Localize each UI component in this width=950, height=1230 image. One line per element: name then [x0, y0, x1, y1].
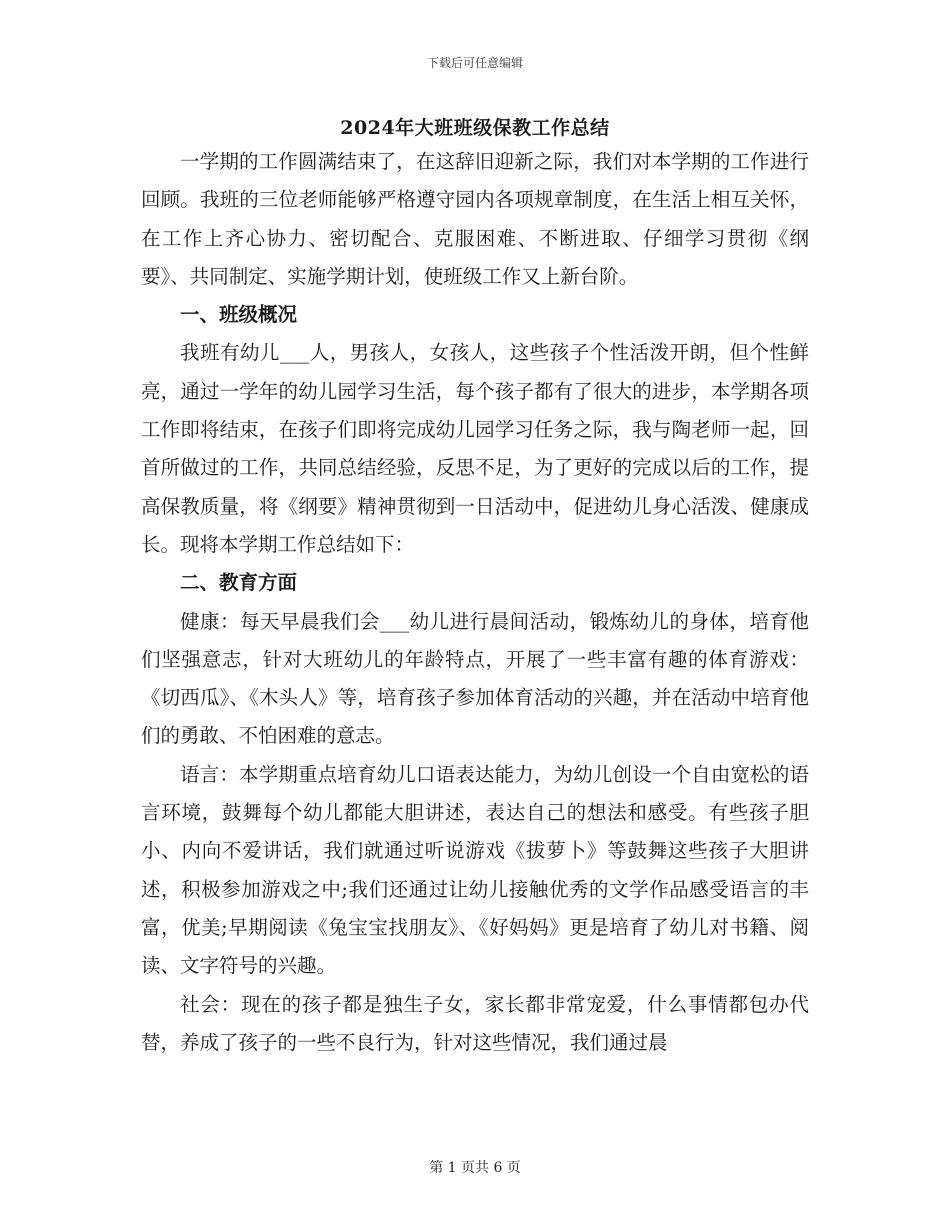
paragraph-language: 语言：本学期重点培育幼儿口语表达能力，为幼儿创设一个自由宽松的语言环境，鼓舞每个幼儿都能大胆讲述，表达自己的想法和感受。有些孩子胆小、内向不爱讲话，我们就通过听说游戏《拔萝卜》等鼓舞这些孩子大胆讲述，积极参加游戏之中;我们还通过让幼儿接触优秀的文学作品感受语言的丰富，优美;早期阅读《兔宝宝找朋友》、《好妈妈》更是培育了幼儿对书籍、阅读、文字符号的兴趣。 — [141, 762, 809, 978]
paragraph-class-overview: 我班有幼儿___人，男孩人，女孩人，这些孩子个性活泼开朗，但个性鲜亮，通过一学年的幼儿园学习生活，每个孩子都有了很大的进步，本学期各项工作即将结束，在孩子们即将完成幼儿园学习任务之际，我与陶老师一起，回首所做过的工作，共同总结经验，反思不足，为了更好的完成以后的工作，提高保教质量，将《纲要》精神贯彻到一日活动中，促进幼儿身心活泼、健康成长。现将本学期工作总结如下： — [141, 341, 809, 556]
header-note: 下载后可任意编辑 — [426, 56, 523, 70]
page-number-footer: 第 1 页共 6 页 — [429, 1160, 521, 1176]
document-title: 2024年大班班级保教工作总结 — [340, 117, 610, 139]
paragraph-society: 社会：现在的孩子都是独生子女，家长都非常宠爱，什么事情都包办代替，养成了孩子的一些不良行为，针对这些情况，我们通过晨 — [141, 992, 809, 1054]
intro-paragraph: 一学期的工作圆满结束了，在这辞旧迎新之际，我们对本学期的工作进行回顾。我班的三位老师能够严格遵守园内各项规章制度，在生活上相互关怀，在工作上齐心协力、密切配合、克服困难、不断进取、仔细学习贯彻《纲要》、共同制定、实施学期计划，使班级工作又上新台阶。 — [141, 150, 809, 288]
section-heading-education: 二、教育方面 — [180, 571, 298, 595]
document-body — [141, 143, 809, 1062]
paragraph-health: 健康：每天早晨我们会___幼儿进行晨间活动，锻炼幼儿的身体，培育他们坚强意志，针对大班幼儿的年龄特点，开展了一些丰富有趣的体育游戏：《切西瓜》、《木头人》等，培育孩子参加体育活动的兴趣，并在活动中培育他们的勇敢、不怕困难的意志。 — [141, 609, 809, 748]
section-heading-class-overview: 一、班级概况 — [180, 303, 298, 327]
